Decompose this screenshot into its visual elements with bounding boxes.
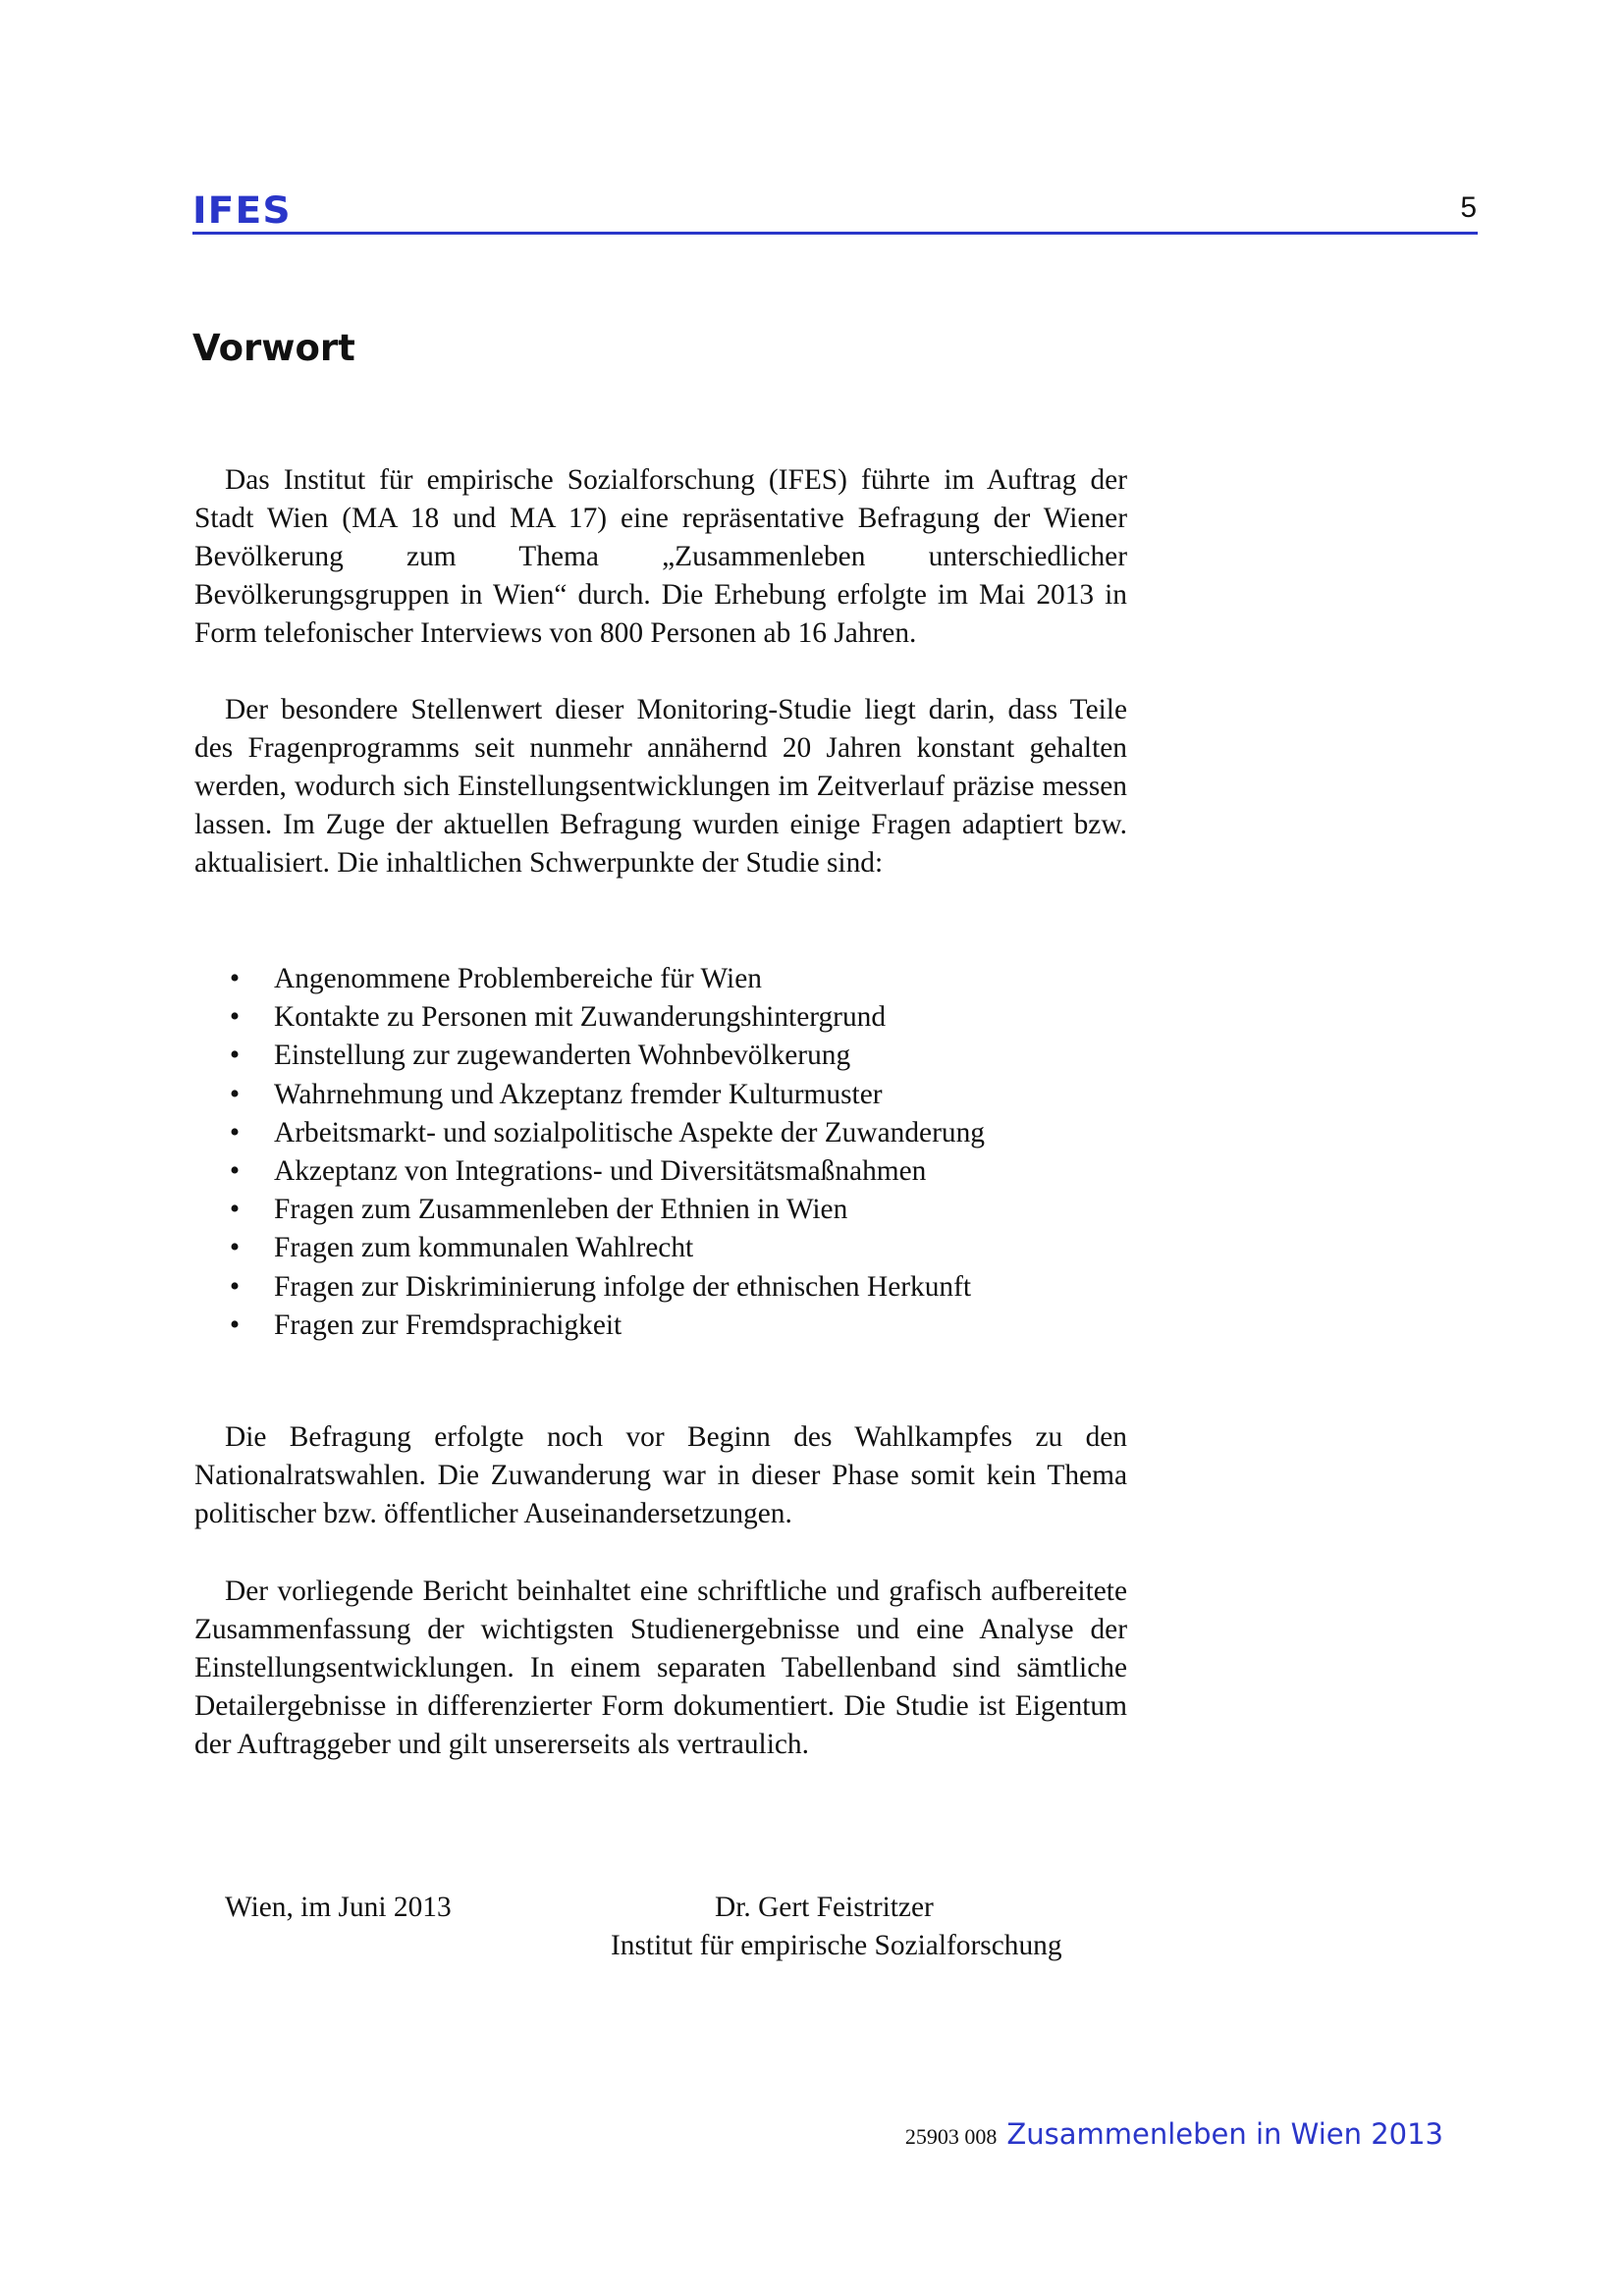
bullet-icon: •	[229, 963, 241, 994]
list-item-text: Kontakte zu Personen mit Zuwanderungshintergrund	[274, 1001, 887, 1034]
bullet-icon: •	[229, 1116, 241, 1148]
list-item-text: Einstellung zur zugewanderten Wohnbevölkerung	[274, 1040, 851, 1072]
list-item-text: Akzeptanz von Integrations- und Diversitätsmaßnahmen	[274, 1155, 927, 1188]
bullet-icon: •	[229, 1308, 241, 1341]
list-item	[194, 1037, 1127, 1075]
signature-institution: Institut für empirische Sozialforschung	[611, 1930, 1062, 1961]
list-item	[194, 1307, 1127, 1345]
signature-name: Dr. Gert Feistritzer	[715, 1892, 934, 1923]
list-item-text: Arbeitsmarkt- und sozialpolitische Aspekte der Zuwanderung	[274, 1116, 985, 1148]
list-item	[194, 1191, 1127, 1229]
bullet-icon: •	[229, 1270, 241, 1303]
list-item-text: Fragen zur Diskriminierung infolge der ethnischen Herkunft	[274, 1270, 972, 1303]
bullet-icon: •	[229, 1040, 241, 1072]
paragraph-intro: Das Institut für empirische Sozialforschung (IFES) führte im Auftrag der Stadt Wien (MA 18 und MA 17) eine repräsentative Befragung der Wiener Bevölkerung zum Thema „Zusammenleben unterschiedlicher Bevölkerungsgruppen in Wien“ durch. Die Erhebung erfolgte im Mai 2013 in Form telefonischer Interviews von 800 Personen ab 16 Jahren.	[194, 464, 1127, 649]
list-item	[194, 960, 1127, 998]
list-item	[194, 1229, 1127, 1267]
footer-code: 25903 008	[904, 2124, 998, 2149]
list-item	[194, 1076, 1127, 1114]
paragraph-report: Der vorliegende Bericht beinhaltet eine schriftliche und grafisch aufbereitete Zusammenfassung der wichtigsten Studienergebnisse und eine Analyse der Einstellungsentwicklungen. In einem separaten Tabellenband sind sämtliche Detailergebnisse in differenzierter Form dokumentiert. Die Studie ist Eigentum der Auftraggeber und gilt unsererseits als vertraulich.	[194, 1575, 1127, 1760]
list-item	[194, 1114, 1127, 1152]
list-item-text: Fragen zum Zusammenleben der Ethnien in Wien	[274, 1194, 848, 1226]
bullet-icon: •	[229, 1155, 241, 1188]
list-item	[194, 1268, 1127, 1307]
footer	[904, 2117, 1443, 2151]
ifes-logo: IFES	[192, 189, 292, 232]
paragraph-timing: Die Befragung erfolgte noch vor Beginn des Wahlkampfes zu den Nationalratswahlen. Die Zuwanderung war in dieser Phase somit kein Thema politischer bzw. öffentlicher Auseinandersetzungen.	[194, 1421, 1127, 1529]
bullet-icon: •	[229, 1001, 241, 1034]
signature-place-date: Wien, im Juni 2013	[225, 1892, 452, 1923]
bullet-icon: •	[229, 1194, 241, 1226]
page-number: 5	[1460, 191, 1477, 224]
header-divider	[192, 232, 1478, 235]
list-item-text: Fragen zum kommunalen Wahlrecht	[274, 1232, 694, 1264]
paragraph-significance: Der besondere Stellenwert dieser Monitoring-Studie liegt darin, dass Teile des Fragenprogramms seit nunmehr annähernd 20 Jahren konstant gehalten werden, wodurch sich Einstellungsentwicklungen im Zeitverlauf präzise messen lassen. Im Zuge der aktuellen Befragung wurden einige Fragen adaptiert bzw. aktualisiert. Die inhaltlichen Schwerpunkte der Studie sind:	[194, 694, 1127, 879]
list-item-text: Fragen zur Fremdsprachigkeit	[274, 1308, 622, 1341]
list-item	[194, 998, 1127, 1037]
bullet-icon: •	[229, 1232, 241, 1264]
focus-topics-list	[194, 960, 1127, 1345]
page-title: Vorwort	[192, 327, 355, 369]
list-item	[194, 1152, 1127, 1191]
footer-title: Zusammenleben in Wien 2013	[1006, 2117, 1443, 2151]
list-item-text: Angenommene Problembereiche für Wien	[274, 963, 762, 994]
bullet-icon: •	[229, 1078, 241, 1110]
list-item-text: Wahrnehmung und Akzeptanz fremder Kulturmuster	[274, 1078, 883, 1110]
